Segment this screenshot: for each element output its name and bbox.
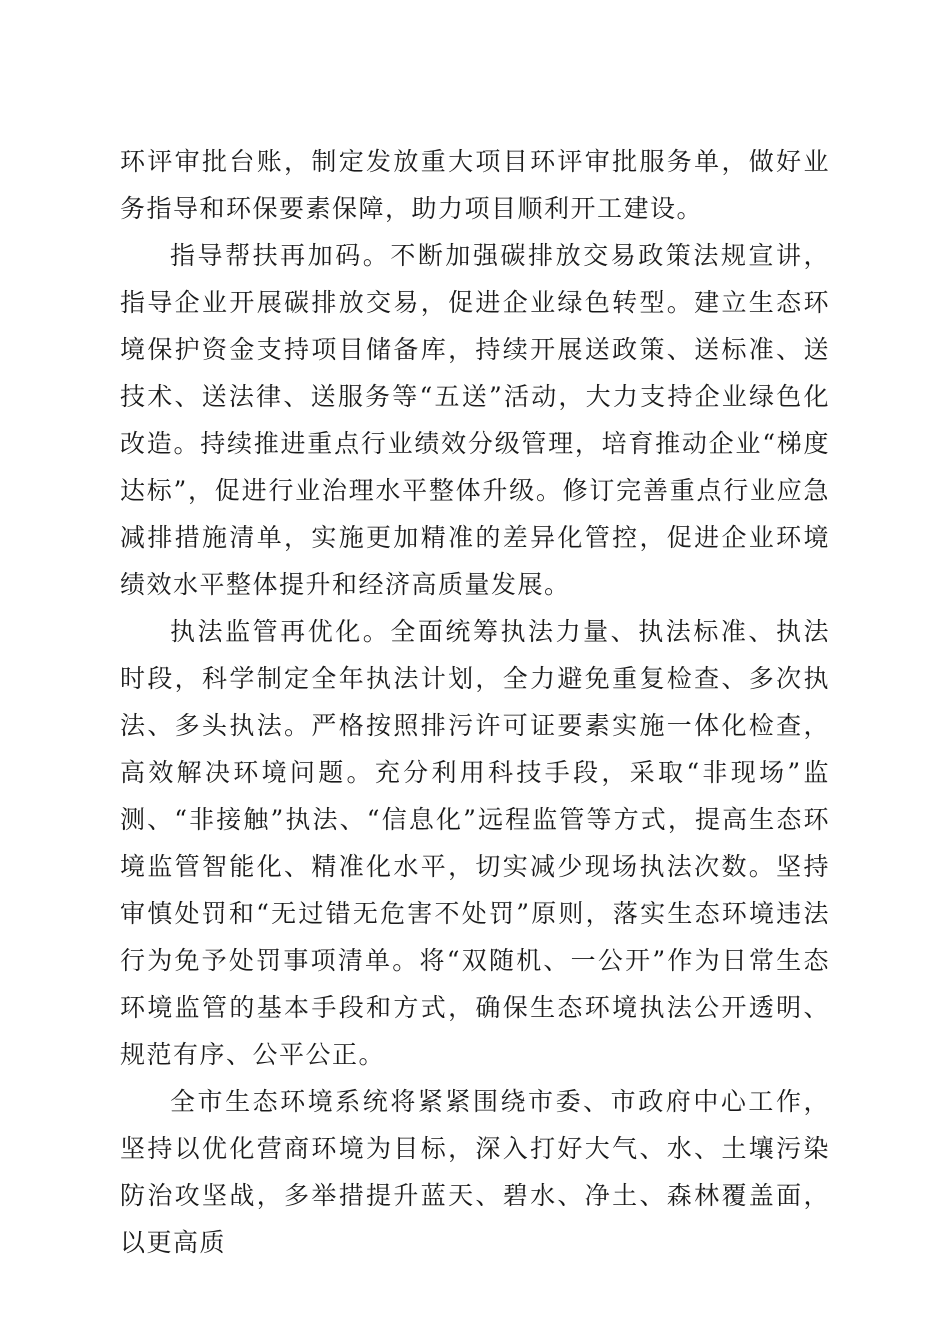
paragraph-enforcement-supervision: 执法监管再优化。全面统筹执法力量、执法标准、执法时段，科学制定全年执法计划，全力避免重复检查、多次执法、多头执法。严格按照排污许可证要素实施一体化检查，高效解决环境问题。充分利用科技手段，采取“非现场”监测、“非接触”执法、“信息化”远程监管等方式，提高生态环境监管智能化、精准化水平，切实减少现场执法次数。坚持审慎处罚和“无过错无危害不处罚”原则，落实生态环境违法行为免予处罚事项清单。将“双随机、一公开”作为日常生态环境监管的基本手段和方式，确保生态环境执法公开透明、规范有序、公平公正。 [120,617,830,1069]
paragraph-continuation: 环评审批台账，制定发放重大项目环评审批服务单，做好业务指导和环保要素保障，助力项目顺利开工建设。 [120,147,830,223]
document-body [120,138,830,1266]
paragraph-city-ecology-system: 全市生态环境系统将紧紧围绕市委、市政府中心工作，坚持以优化营商环境为目标，深入打好大气、水、土壤污染防治攻坚战，多举措提升蓝天、碧水、净土、森林覆盖面，以更高质 [120,1087,830,1257]
paragraph-guidance-support: 指导帮扶再加码。不断加强碳排放交易政策法规宣讲，指导企业开展碳排放交易，促进企业绿色转型。建立生态环境保护资金支持项目储备库，持续开展送政策、送标准、送技术、送法律、送服务等“五送”活动，大力支持企业绿色化改造。持续推进重点行业绩效分级管理，培育推动企业“梯度达标”，促进行业治理水平整体升级。修订完善重点行业应急减排措施清单，实施更加精准的差异化管控，促进企业环境绩效水平整体提升和经济高质量发展。 [120,241,830,599]
